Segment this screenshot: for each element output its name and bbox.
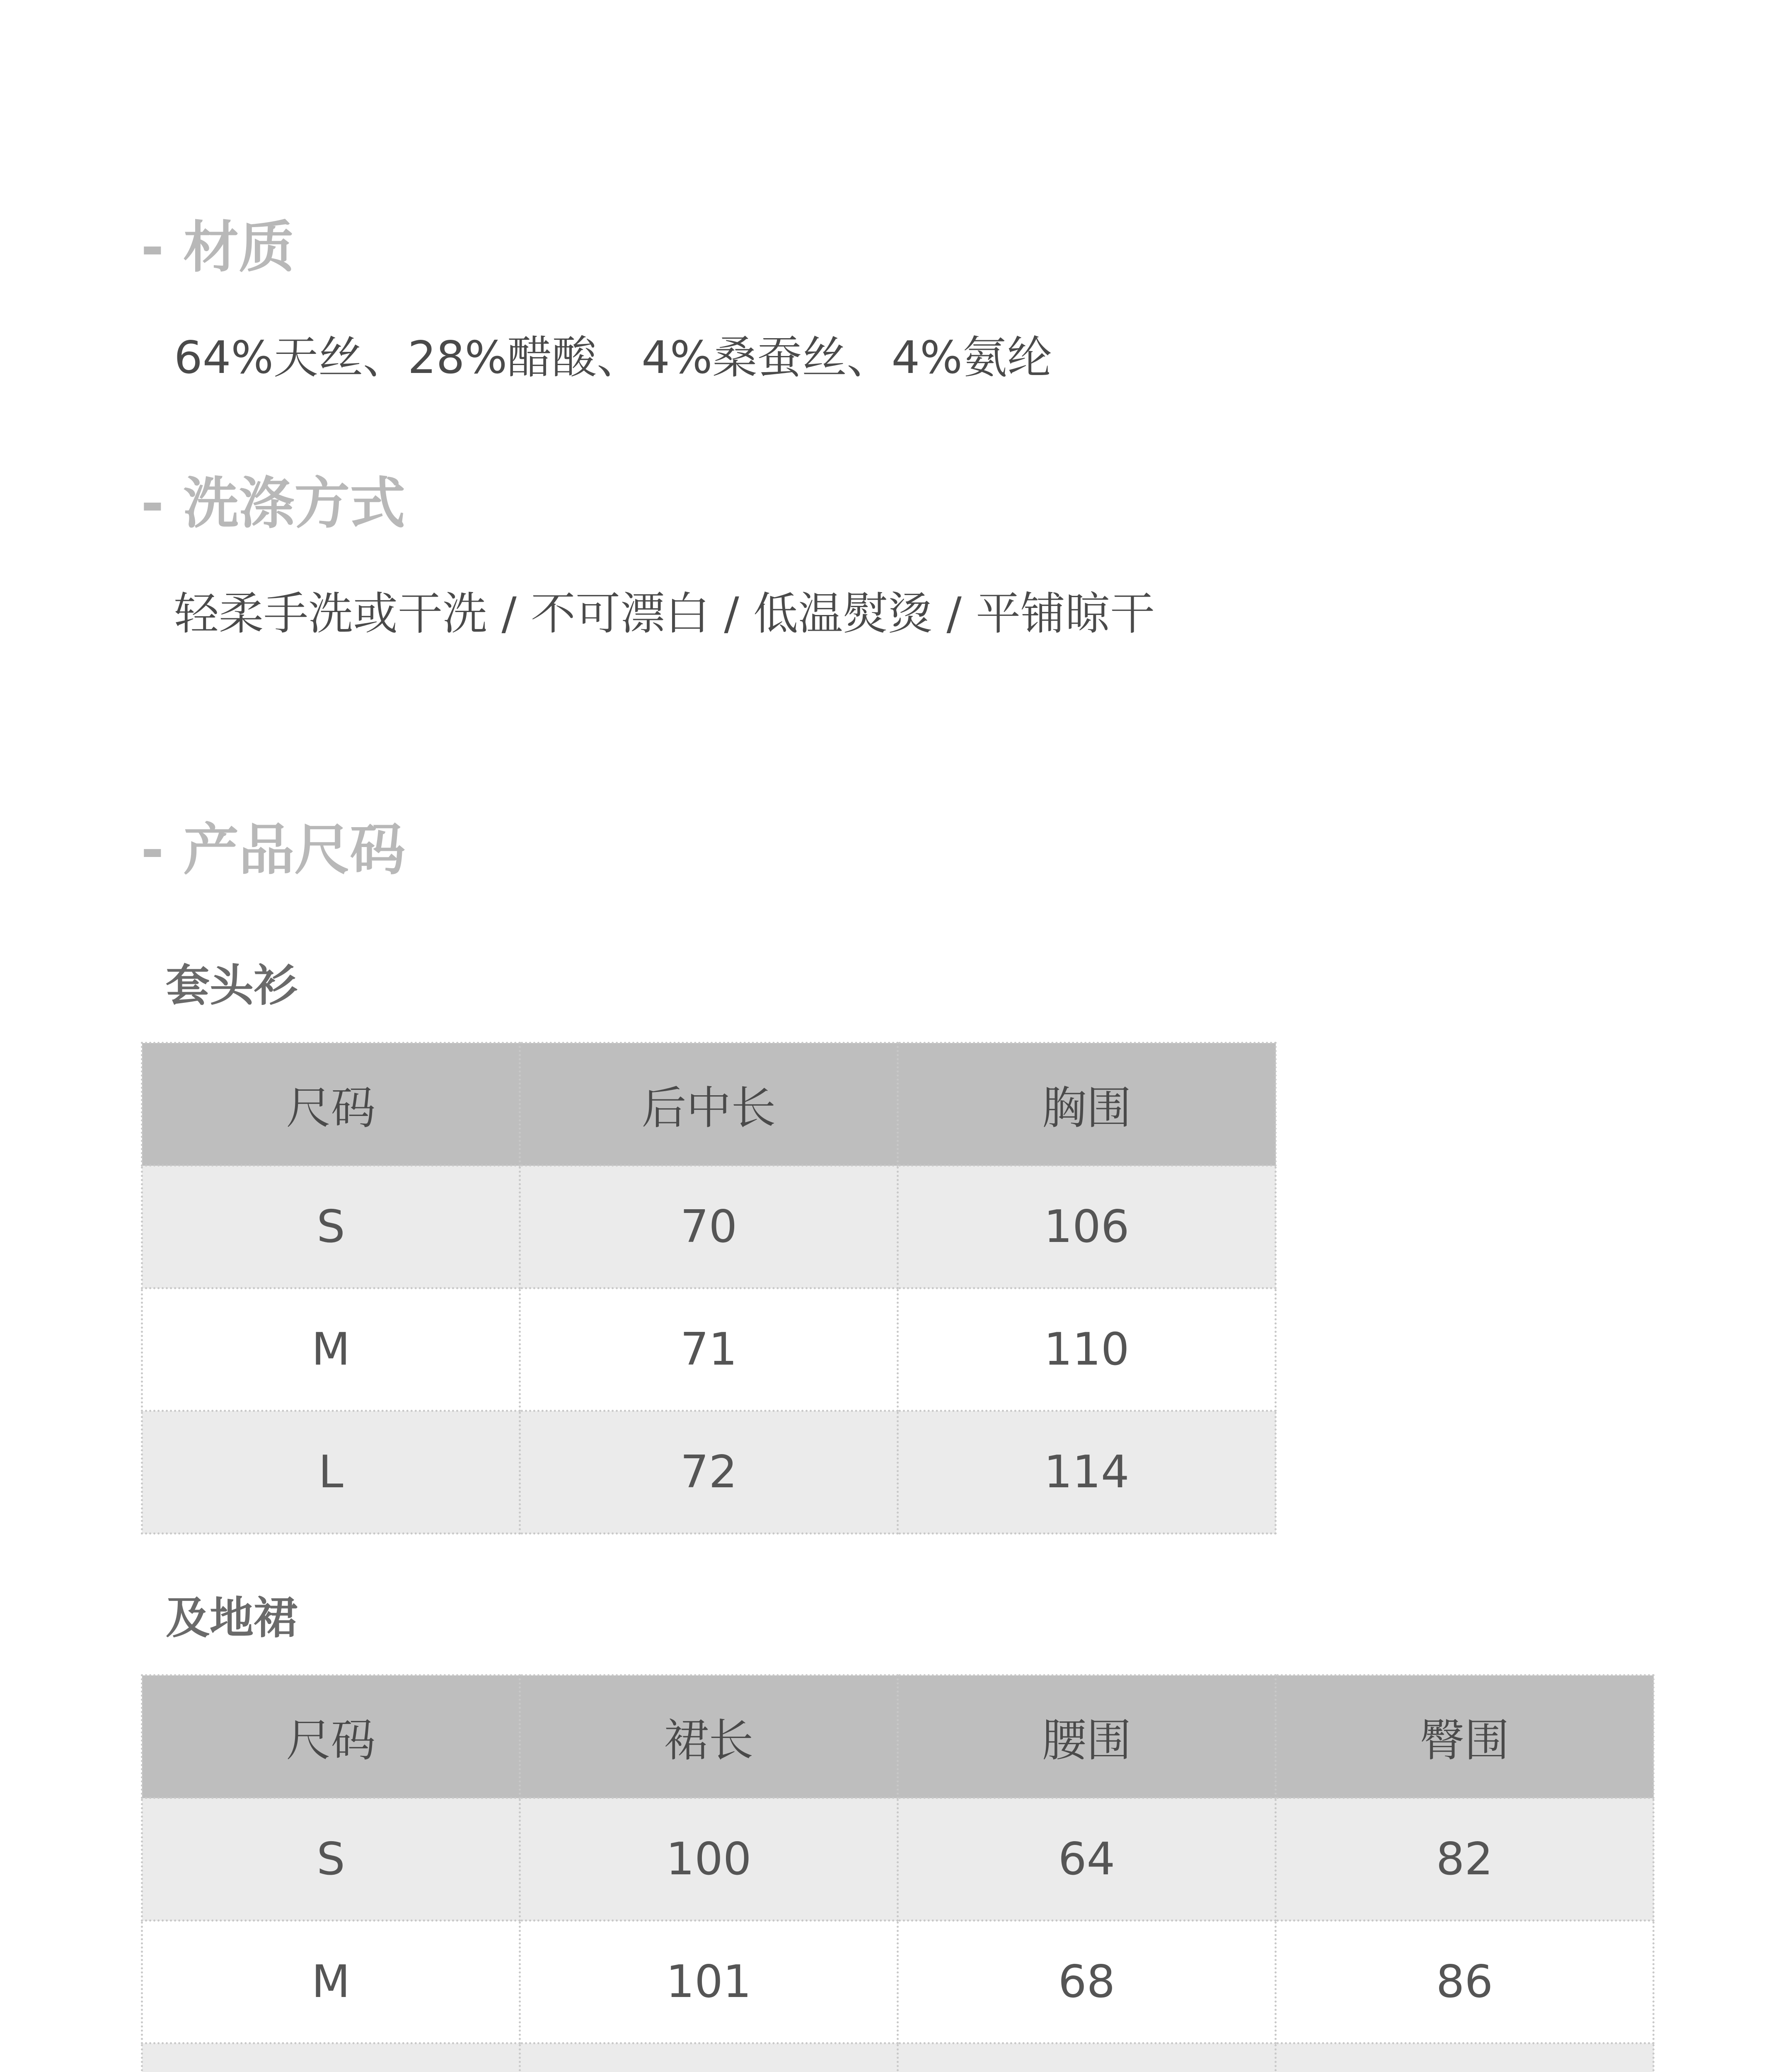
size-title: - 产品尺码	[141, 818, 406, 882]
table-cell	[1276, 2043, 1654, 2072]
table-header: 臀围	[1276, 1675, 1654, 1798]
table-cell: 82	[1276, 1798, 1654, 1921]
table-header-row	[142, 1675, 1654, 1798]
table-cell: 64	[898, 1798, 1276, 1921]
table-cell: 86	[1276, 1921, 1654, 2043]
table-header: 腰围	[898, 1675, 1276, 1798]
tops-subtitle: 套头衫	[166, 960, 298, 1011]
tops-size-table	[141, 1042, 1277, 1535]
material-text: 64%天丝、28%醋酸、4%桑蚕丝、4%氨纶	[174, 332, 1052, 384]
table-cell: 101	[520, 1921, 898, 2043]
table-cell: M	[142, 1921, 520, 2043]
table-row	[142, 2043, 1654, 2072]
table-row	[142, 1411, 1276, 1534]
table-cell: 106	[898, 1166, 1276, 1288]
table-cell: S	[142, 1166, 520, 1288]
table-row	[142, 1288, 1276, 1411]
table-cell: L	[142, 1411, 520, 1534]
table-row	[142, 1166, 1276, 1288]
table-cell: 110	[898, 1288, 1276, 1411]
table-cell	[898, 2043, 1276, 2072]
table-cell: S	[142, 1798, 520, 1921]
table-cell: M	[142, 1288, 520, 1411]
table-header: 后中长	[520, 1043, 898, 1166]
table-header: 尺码	[142, 1043, 520, 1166]
table-cell: 114	[898, 1411, 1276, 1534]
table-cell: 72	[520, 1411, 898, 1534]
skirt-subtitle: 及地裙	[166, 1593, 298, 1644]
skirt-size-table	[141, 1674, 1655, 2072]
table-header: 尺码	[142, 1675, 520, 1798]
table-cell: 70	[520, 1166, 898, 1288]
table-cell	[520, 2043, 898, 2072]
table-row	[142, 1921, 1654, 2043]
table-cell: 100	[520, 1798, 898, 1921]
material-title: - 材质	[141, 215, 295, 280]
table-header: 裙长	[520, 1675, 898, 1798]
care-title: - 洗涤方式	[141, 471, 406, 536]
table-header: 胸围	[898, 1043, 1276, 1166]
table-row	[142, 1798, 1654, 1921]
table-header-row	[142, 1043, 1276, 1166]
table-cell	[142, 2043, 520, 2072]
care-text: 轻柔手洗或干洗 / 不可漂白 / 低温熨烫 / 平铺晾干	[174, 588, 1155, 640]
table-cell: 68	[898, 1921, 1276, 2043]
table-cell: 71	[520, 1288, 898, 1411]
